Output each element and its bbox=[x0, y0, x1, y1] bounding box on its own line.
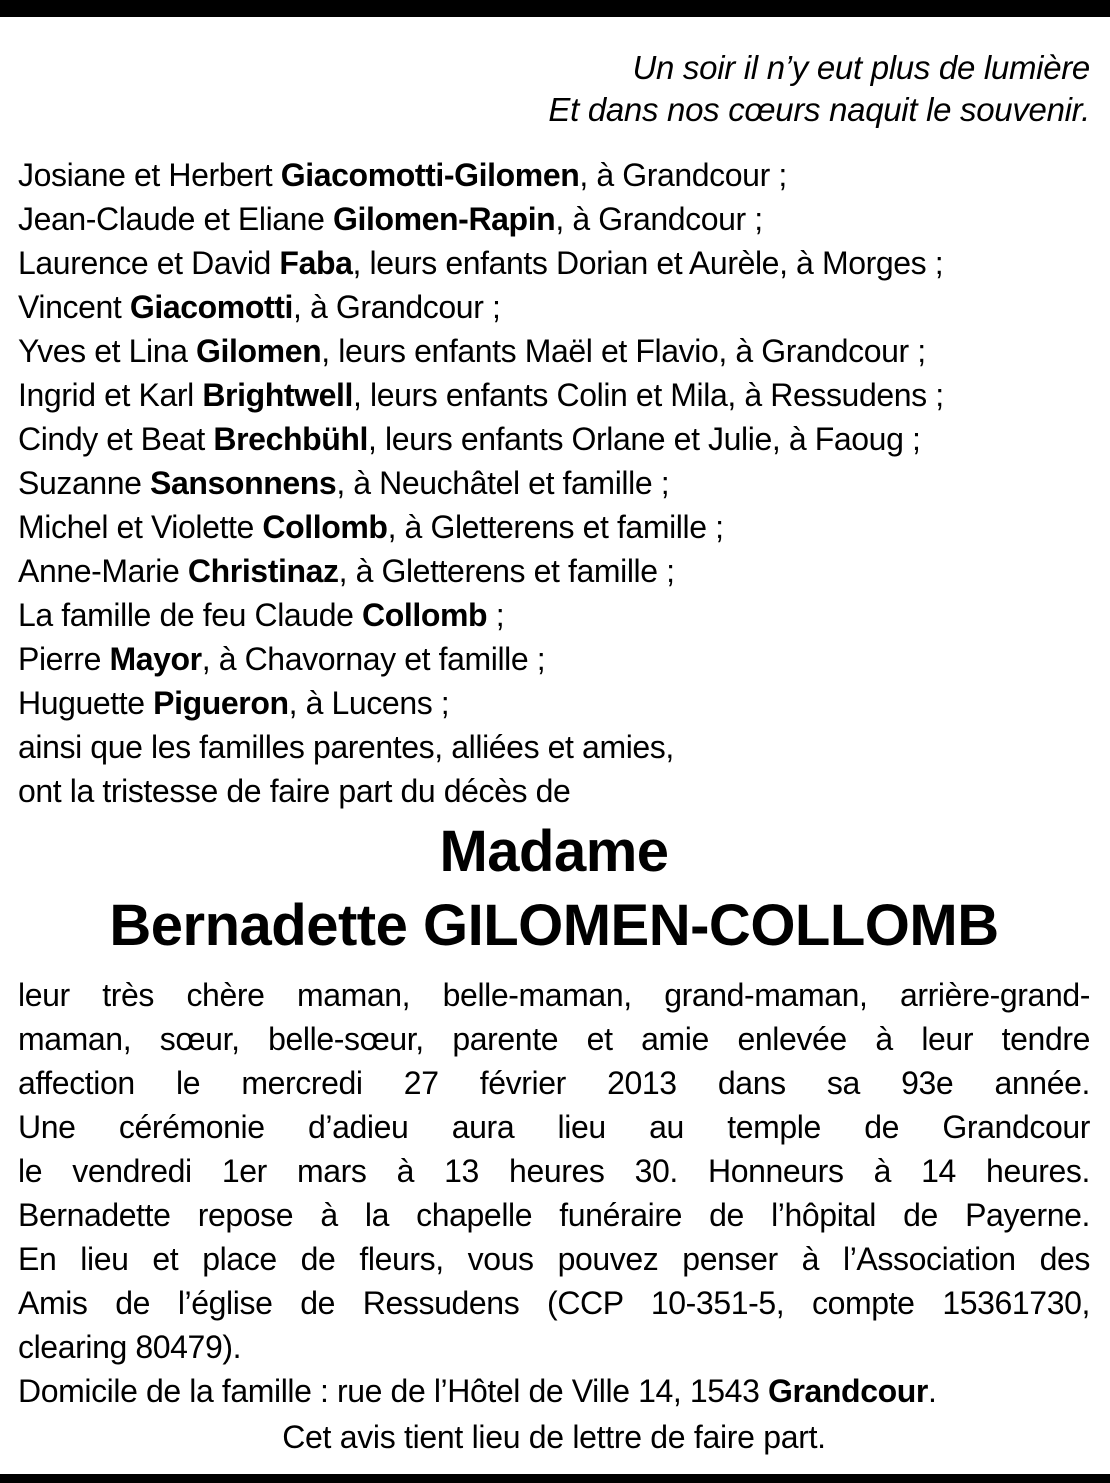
body-line: En lieu et place de fleurs, vous pouvez penser à l’Association des bbox=[18, 1241, 1090, 1277]
family-line-post: , à Grandcour ; bbox=[555, 201, 763, 237]
family-line bbox=[18, 681, 1090, 725]
family-line bbox=[18, 769, 1090, 813]
family-surname: Gilomen bbox=[196, 333, 322, 369]
family-line-post: , leurs enfants Dorian et Aurèle, à Morges ; bbox=[352, 245, 944, 281]
family-line-post: , à Lucens ; bbox=[288, 685, 450, 721]
family-line bbox=[18, 593, 1090, 637]
family-surname: Pigueron bbox=[153, 685, 289, 721]
epigraph bbox=[18, 47, 1090, 131]
family-line bbox=[18, 549, 1090, 593]
family-surname: Christinaz bbox=[187, 553, 339, 589]
epigraph-line-2: Et dans nos cœurs naquit le souvenir. bbox=[548, 91, 1090, 128]
family-line-post: , à Chavornay et famille ; bbox=[201, 641, 546, 677]
footer-note: Cet avis tient lieu de lettre de faire part. bbox=[282, 1419, 826, 1455]
body-line: affection le mercredi 27 février 2013 dans sa 93e année. bbox=[18, 1065, 1090, 1101]
family-line bbox=[18, 329, 1090, 373]
family-line bbox=[18, 505, 1090, 549]
family-line bbox=[18, 241, 1090, 285]
family-surname: Sansonnens bbox=[150, 465, 337, 501]
body-line: Une cérémonie d’adieu aura lieu au temple de Grandcour bbox=[18, 1109, 1090, 1145]
family-line-pre: Vincent bbox=[18, 289, 130, 325]
family-surname: Gilomen-Rapin bbox=[332, 201, 556, 237]
family-line-post: , à Grandcour ; bbox=[579, 157, 787, 193]
domicile-post: . bbox=[927, 1373, 937, 1409]
family-line bbox=[18, 417, 1090, 461]
family-line-post: ; bbox=[487, 597, 505, 633]
family-line bbox=[18, 153, 1090, 197]
family-line-post: , à Grandcour ; bbox=[293, 289, 501, 325]
body-line: Bernadette repose à la chapelle funéraire de l’hôpital de Payerne. bbox=[18, 1197, 1090, 1233]
family-line-post: , leurs enfants Orlane et Julie, à Faoug ; bbox=[368, 421, 921, 457]
domicile-place: Grandcour bbox=[767, 1373, 928, 1409]
family-line-pre: Jean-Claude et Eliane bbox=[18, 201, 333, 237]
title-madame: Madame bbox=[439, 819, 669, 884]
family-line-post: , à Gletterens et famille ; bbox=[387, 509, 724, 545]
family-line-post: , leurs enfants Colin et Mila, à Ressudens ; bbox=[353, 377, 944, 413]
family-list bbox=[18, 153, 1090, 813]
domicile-line bbox=[18, 1369, 1090, 1413]
family-line-post: , leurs enfants Maël et Flavio, à Grandcour ; bbox=[321, 333, 926, 369]
family-line-pre: ont la tristesse de faire part du décès de bbox=[18, 773, 571, 809]
family-line bbox=[18, 637, 1090, 681]
family-surname: Giacomotti-Gilomen bbox=[280, 157, 580, 193]
family-surname: Giacomotti bbox=[129, 289, 293, 325]
family-surname: Mayor bbox=[109, 641, 202, 677]
family-line-pre: Pierre bbox=[18, 641, 110, 677]
bottom-border-bar bbox=[0, 1474, 1110, 1483]
epigraph-line-1: Un soir il n’y eut plus de lumière bbox=[632, 49, 1090, 86]
family-surname: Collomb bbox=[262, 509, 388, 545]
deceased-name: Bernadette GILOMEN-COLLOMB bbox=[109, 893, 999, 958]
family-surname: Brechbühl bbox=[213, 421, 369, 457]
family-line-pre: Ingrid et Karl bbox=[18, 377, 203, 413]
body-line: clearing 80479). bbox=[18, 1329, 242, 1365]
family-line-pre: Michel et Violette bbox=[18, 509, 263, 545]
family-line-pre: Yves et Lina bbox=[18, 333, 197, 369]
family-line bbox=[18, 373, 1090, 417]
family-line-pre: Cindy et Beat bbox=[18, 421, 214, 457]
family-line bbox=[18, 197, 1090, 241]
family-line-pre: Josiane et Herbert bbox=[18, 157, 281, 193]
family-line-pre: ainsi que les familles parentes, alliées et amies, bbox=[18, 729, 674, 765]
domicile-pre: Domicile de la famille : rue de l’Hôtel de Ville 14, 1543 bbox=[18, 1373, 768, 1409]
family-line-pre: Huguette bbox=[18, 685, 154, 721]
announcement-body bbox=[18, 973, 1090, 1369]
family-line bbox=[18, 285, 1090, 329]
family-line-post: , à Gletterens et famille ; bbox=[338, 553, 675, 589]
body-line: leur très chère maman, belle-maman, grand-maman, arrière-grand- bbox=[18, 977, 1090, 1013]
body-line: le vendredi 1er mars à 13 heures 30. Honneurs à 14 heures. bbox=[18, 1153, 1090, 1189]
top-border-bar bbox=[0, 0, 1110, 17]
family-line-pre: Anne-Marie bbox=[18, 553, 188, 589]
body-line: Amis de l’église de Ressudens (CCP 10-351-5, compte 15361730, bbox=[18, 1285, 1090, 1321]
family-line bbox=[18, 461, 1090, 505]
body-line: maman, sœur, belle-sœur, parente et amie enlevée à leur tendre bbox=[18, 1021, 1090, 1057]
family-surname: Faba bbox=[279, 245, 353, 281]
family-line-post: , à Neuchâtel et famille ; bbox=[336, 465, 670, 501]
family-line-pre: Suzanne bbox=[18, 465, 151, 501]
family-line bbox=[18, 725, 1090, 769]
family-line-pre: Laurence et David bbox=[18, 245, 280, 281]
family-line-pre: La famille de feu Claude bbox=[18, 597, 363, 633]
family-surname: Brightwell bbox=[202, 377, 354, 413]
family-surname: Collomb bbox=[362, 597, 488, 633]
